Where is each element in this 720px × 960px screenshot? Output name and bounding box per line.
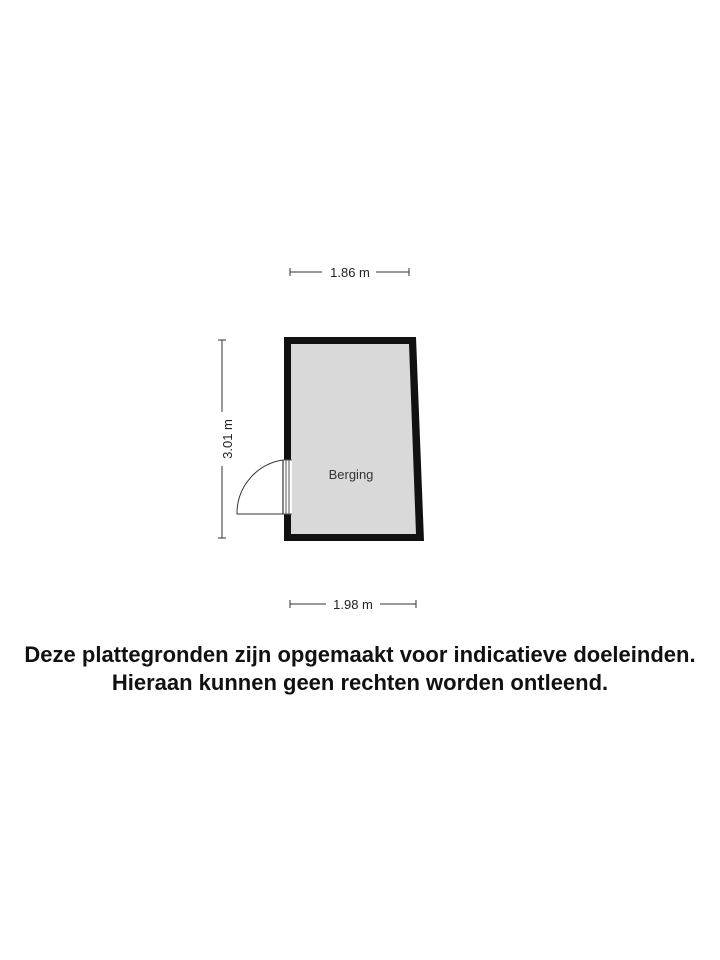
disclaimer-line-2: Hieraan kunnen geen rechten worden ontleend.	[111, 670, 609, 695]
door-opening	[283, 460, 292, 514]
room-floor	[291, 344, 416, 534]
top-width-label: 1.86 m	[330, 265, 370, 280]
door-swing-arc	[237, 460, 283, 514]
room-berging	[237, 337, 424, 541]
top-width-dimension	[290, 265, 409, 280]
bottom-width-dimension	[290, 597, 416, 612]
room-name-label: Berging	[328, 467, 374, 482]
disclaimer-line-1: Deze plattegronden zijn opgemaakt voor indicatieve doeleinden.	[24, 642, 696, 667]
left-height-label: 3.01 m	[220, 419, 235, 459]
left-height-dimension	[218, 340, 235, 538]
bottom-width-label: 1.98 m	[333, 597, 373, 612]
